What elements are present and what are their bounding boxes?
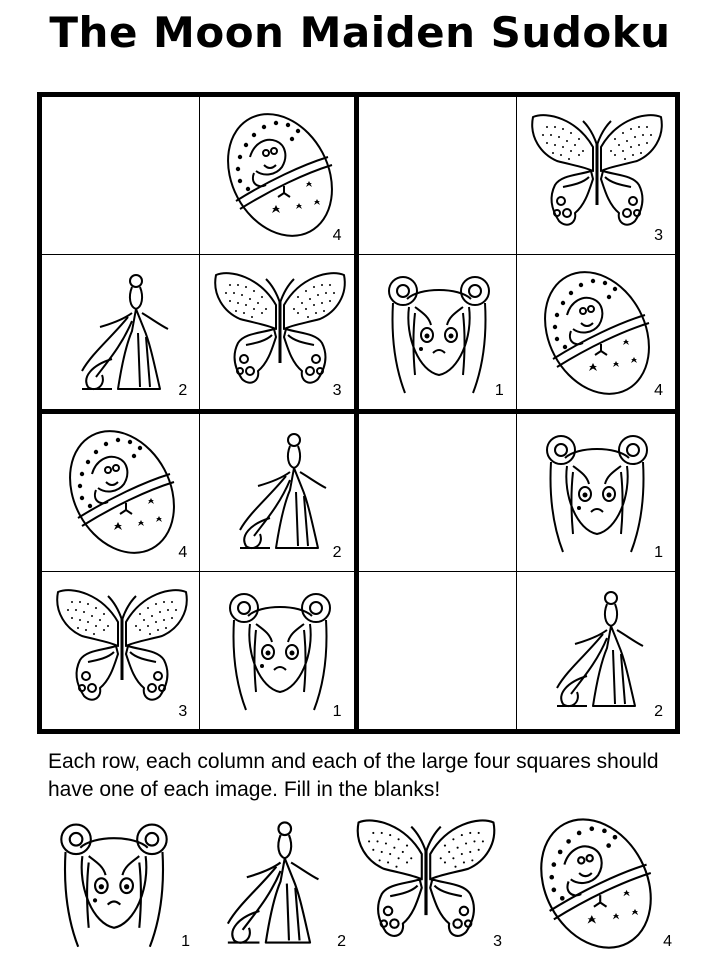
piece-number: 2 <box>332 543 342 561</box>
piece-number: 4 <box>654 381 663 399</box>
piece-number: 1 <box>332 703 342 720</box>
sudoku-cell-empty[interactable] <box>359 572 517 730</box>
key-item <box>352 814 522 954</box>
moon-maiden-face-icon <box>369 267 509 397</box>
piece-number: 3 <box>178 703 188 720</box>
piece-number: 1 <box>494 381 504 399</box>
sudoku-cell <box>200 414 358 572</box>
mooncake-egg-icon <box>527 267 667 397</box>
piece-number: 3 <box>654 227 663 245</box>
butterfly-icon <box>352 814 500 951</box>
key-number: 2 <box>337 933 346 950</box>
key-number: 4 <box>663 933 672 950</box>
sudoku-cell <box>200 97 358 255</box>
sudoku-cell <box>359 255 517 413</box>
sudoku-cell-empty[interactable] <box>359 414 517 572</box>
moon-maiden-standing-icon <box>527 584 667 714</box>
page-title: The Moon Maiden Sudoku <box>49 8 671 57</box>
key-number: 3 <box>493 933 502 950</box>
key-item <box>522 814 692 954</box>
piece-number: 2 <box>178 381 188 399</box>
key-item <box>40 814 210 954</box>
moon-maiden-standing-icon <box>196 814 344 951</box>
butterfly-icon <box>527 109 667 239</box>
sudoku-cell <box>517 97 675 255</box>
piece-number: 2 <box>654 703 663 720</box>
piece-number: 3 <box>332 381 342 399</box>
moon-maiden-face-icon <box>40 814 188 951</box>
sudoku-cell-empty[interactable] <box>42 97 200 255</box>
instructions-text: Each row, each column and each of the large four squares should have one of each image. Fill in the blanks! <box>48 750 659 801</box>
sudoku-cell <box>200 572 358 730</box>
butterfly-icon <box>210 267 350 397</box>
sudoku-cell <box>42 414 200 572</box>
sudoku-cell <box>517 255 675 413</box>
sudoku-cell <box>42 255 200 413</box>
moon-maiden-face-icon <box>527 426 667 556</box>
key-number: 1 <box>181 933 190 950</box>
sudoku-cell <box>200 255 358 413</box>
sudoku-cell <box>517 572 675 730</box>
key-item <box>196 814 366 954</box>
piece-number: 4 <box>178 543 188 561</box>
sudoku-cell <box>42 572 200 730</box>
mooncake-egg-icon <box>522 814 670 951</box>
piece-number: 4 <box>332 227 342 245</box>
piece-number: 1 <box>654 543 663 561</box>
mooncake-egg-icon <box>210 109 350 239</box>
moon-maiden-standing-icon <box>52 267 192 397</box>
butterfly-icon <box>52 584 192 714</box>
sudoku-cell-empty[interactable] <box>359 97 517 255</box>
moon-maiden-standing-icon <box>210 426 350 556</box>
moon-maiden-face-icon <box>210 584 350 714</box>
sudoku-cell <box>517 414 675 572</box>
sudoku-board <box>37 92 680 734</box>
mooncake-egg-icon <box>52 426 192 556</box>
